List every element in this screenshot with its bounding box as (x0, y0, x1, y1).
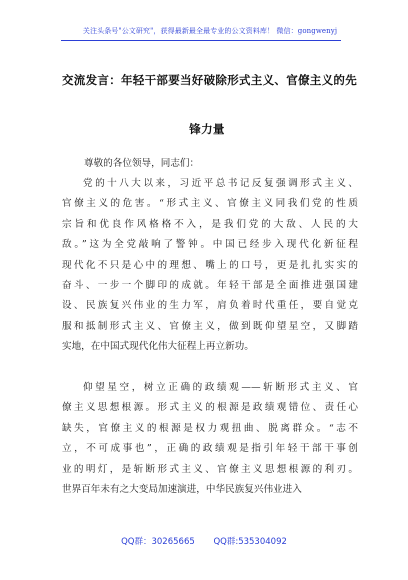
paragraph-line: 现代化不只是心中的理想、嘴上的口号，更是扎扎实实的 (62, 259, 358, 271)
paragraph-line: 缺失，官僚主义的根源是权力观扭曲、脱离群众。“志不 (62, 422, 358, 434)
salutation: 尊敬的各位领导，同志们： (84, 158, 200, 169)
paragraph-line: 世界百年未有之大变局加速演进，中华民族复兴伟业进入 (62, 483, 302, 495)
paragraph-line: 服和抵制形式主义、官僚主义，做到既仰望星空，又脚踏 (62, 320, 358, 332)
document-title-line-2: 锋力量 (189, 122, 225, 136)
paragraph-line: 宗旨和优良作风格格不入，是我们党的大敌、人民的大 (62, 218, 358, 230)
paragraph-line: 僚主义思想根源。形式主义的根源是政绩观错位、责任心 (62, 402, 358, 414)
footer-qq-groups (0, 535, 408, 547)
paragraph-line: 官僚主义的危害。“形式主义、官僚主义同我们党的性质 (62, 198, 358, 210)
paragraph-line: 党的十八大以来，习近平总书记反复强调形式主义、 (83, 178, 358, 189)
paragraph-line: 敌。”这为全党敲响了警钟。中国已经步入现代化新征程 (62, 239, 358, 251)
document-title-line-1: 交流发言：年轻干部要当好破除形式主义、官僚主义的先 (62, 73, 357, 87)
paragraph-1 (62, 174, 358, 358)
header-divider (61, 40, 341, 41)
paragraph-line: 仰望星空，树立正确的政绩观——斩断形式主义、官 (83, 382, 358, 393)
paragraph-line: 设、民族复兴伟业的生力军，肩负着时代重任，要自觉克 (62, 300, 358, 312)
header-promo-note: 关注头条号"公文研究"，获得最新最全最专业的公文资料库！ 微信：gongwenyj (82, 27, 338, 35)
paragraph-line: 立，不可成事也”，正确的政绩观是指引年轻干部干事创 (62, 443, 358, 455)
paragraph-line: 业的明灯，是斩断形式主义、官僚主义思想根源的利刃。 (62, 463, 358, 475)
paragraph-2 (62, 378, 358, 500)
paragraph-line: 奋斗、一步一个脚印的成就。年轻干部是全面推进强国建 (62, 279, 358, 291)
footer-qq-group-2: QQ群:535304092 (213, 537, 287, 547)
footer-qq-group-1: QQ群：30265665 (121, 537, 195, 547)
paragraph-line: 实地，在中国式现代化伟大征程上再立新功。 (62, 341, 254, 353)
